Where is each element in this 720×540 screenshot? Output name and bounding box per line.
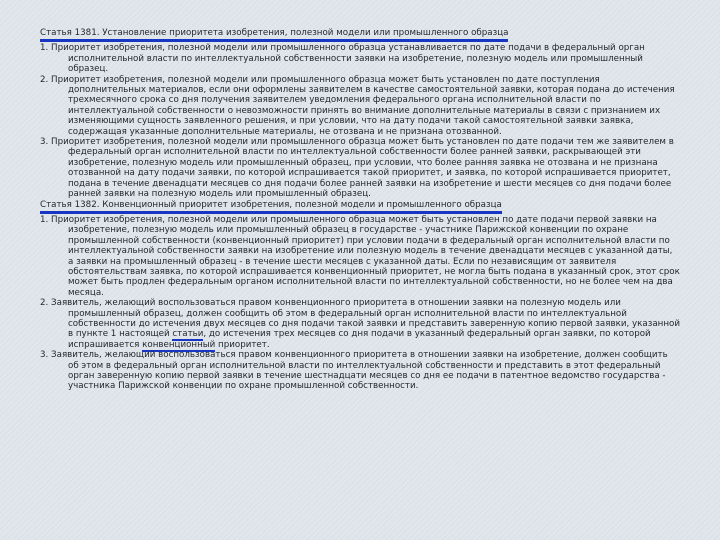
article-1382-heading: Статья 1382. Конвенционный приоритет изобретения, полезной модели и промышленного образца [40, 200, 502, 214]
article-1382-paragraph-1: 1. Приоритет изобретения, полезной модели или промышленного образца может быть установлен по дате подачи первой заявки на изобретение, полезную модель или промышленный образец в государстве - участнике Парижской конвенции по охране промышленной собственности (конвенционный приоритет) при условии подачи в федеральный орган исполнительной власти по интеллектуальной собственности заявки на изобретение или полезную модель в течение двенадцати месяцев с указанной даты, а заявки на промышленный образец - в течение шести месяцев с указанной даты. Если по независящим от заявителя обстоятельствам заявка, по которой испрашивается конвенционный приоритет, не могла быть подана в указанный срок, этот срок может быть продлен федеральным органом исполнительной власти по интеллектуальной собственности, но не более чем на два месяца. [40, 214, 680, 298]
paragraph-2-text-end: приоритет. [215, 339, 270, 350]
article-1382-paragraph-3: 3. Заявитель, желающий воспользоваться правом конвенционного приоритета в отношении заявки на изобретение, должен сообщить об этом в федеральный орган исполнительной власти по интеллектуальной собственности и представить в этот федеральный орган заверенную копию первой заявки в течение шестнадцати месяцев со дня ее подачи в патентное ведомство государства - участника Парижской конвенции по охране промышленной собственности. [40, 350, 668, 392]
paragraph-2-text-middle: , до истечения трех месяцев со дня подачи в указанный федеральный орган заявки, по которой испрашивается [68, 329, 651, 350]
article-1381-heading: Статья 1381. Установление приоритета изобретения, полезной модели или промышленного образца [40, 28, 508, 42]
article-1381-paragraph-2: 2. Приоритет изобретения, полезной модели или промышленного образца может быть установлен по дате поступления дополнительных материалов, если они оформлены заявителем в качестве самостоятельной заявки, которая подана до истечения трехмесячного срока со дня получения заявителем уведомления федерального органа исполнительной власти по интеллектуальной собственности о невозможности принять во внимание дополнительные материалы в связи с признанием их изменяющими сущность заявленного решения, и при условии, что на дату подачи такой самостоятельной заявки заявка, содержащая указанные дополнительные материалы, не отозвана и не признана отозванной. [40, 74, 675, 137]
article-1381-paragraph-1: 1. Приоритет изобретения, полезной модели или промышленного образца устанавливается по дате подачи в федеральный орган исполнительной власти по интеллектуальной собственности заявки на изобретение, полезную модель или промышленный образец. [40, 43, 645, 75]
document-body [40, 28, 680, 392]
article-1382-paragraph-2 [40, 298, 680, 350]
article-1381-paragraph-3: 3. Приоритет изобретения, полезной модели или промышленного образца может быть установлен по дате подачи тем же заявителем в федеральный орган исполнительной власти по интеллектуальной собственности более ранней заявки, раскрывающей эти изобретение, полезную модель или промышленный образец, при условии, что более ранняя заявка не отозвана и не признана отозванной на дату подачи заявки, по которой испрашивается такой приоритет, и заявка, по которой испрашивается приоритет, подана в течение двенадцати месяцев со дня подачи более ранней заявки на изобретение и шести месяцев со дня подачи более ранней заявки на полезную модель или промышленный образец. [40, 137, 674, 200]
article-link[interactable]: статьи [172, 329, 204, 340]
paragraph-2-text-start: 2. Заявитель, желающий воспользоваться правом конвенционного приоритета в отношении заявки на полезную модель или промышленный образец, должен сообщить об этом в федеральный орган исполнительной власти по интеллектуальной собственности до истечения двух месяцев со дня подачи такой заявки и представить заверенную копию первой заявки, указанной в пункте 1 настоящей [40, 298, 680, 340]
conventional-link[interactable]: конвенционный [142, 339, 216, 350]
